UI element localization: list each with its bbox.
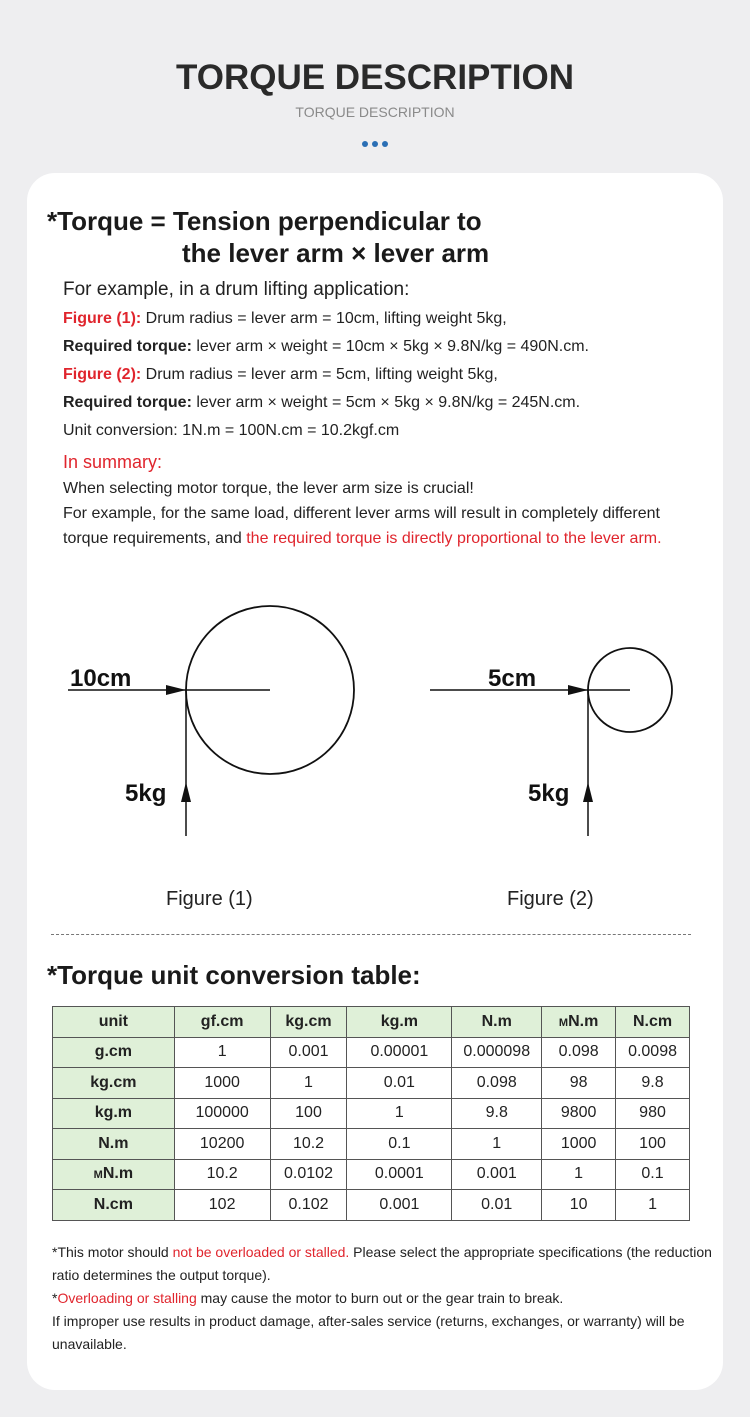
figure-1-text: Drum radius = lever arm = 10cm, lifting weight 5kg, xyxy=(141,310,507,327)
required-torque-1-label: Required torque: xyxy=(63,338,192,355)
table-row xyxy=(53,1129,690,1160)
table-row xyxy=(53,1098,690,1129)
figure-1-caption: Figure (1) xyxy=(166,888,253,910)
figure-1-label: Figure (1): xyxy=(63,310,142,327)
figure-1-diagram xyxy=(68,606,354,836)
table-cell: 1 xyxy=(270,1068,347,1099)
header-cell xyxy=(542,1007,616,1038)
summary-text xyxy=(63,476,693,551)
table-cell: 0.098 xyxy=(542,1037,616,1068)
torque-conversion-table xyxy=(52,1006,690,1221)
header-cell: N.cm xyxy=(616,1007,690,1038)
table-cell: 98 xyxy=(542,1068,616,1099)
figure-2-diagram xyxy=(430,648,672,836)
table-cell: 0.01 xyxy=(452,1190,542,1221)
table-row xyxy=(53,1159,690,1190)
table-cell: 10 xyxy=(542,1190,616,1221)
drum-diagrams xyxy=(0,600,750,860)
table-row xyxy=(53,1068,690,1099)
row-header-cell xyxy=(53,1129,175,1160)
row-unit: g.cm xyxy=(94,1043,133,1061)
section-divider xyxy=(51,934,691,935)
row-header-cell xyxy=(53,1098,175,1129)
formula-line-1: *Torque = Tension perpendicular to xyxy=(47,206,482,236)
header-cell: unit xyxy=(53,1007,175,1038)
table-cell: 9.8 xyxy=(616,1068,690,1099)
note-2-c: may cause the motor to burn out or the gear train to break. xyxy=(196,1290,564,1306)
unit-prefix: M xyxy=(93,1169,103,1182)
lever-arm-2-label: 5cm xyxy=(488,665,537,692)
table-cell: 100 xyxy=(616,1129,690,1160)
row-header-cell xyxy=(53,1190,175,1221)
table-cell: 10.2 xyxy=(270,1129,347,1160)
header-cell: kg.m xyxy=(347,1007,452,1038)
note-2 xyxy=(52,1287,722,1310)
table-cell: 0.0102 xyxy=(270,1159,347,1190)
table-cell: 0.1 xyxy=(616,1159,690,1190)
formula-line-2: the lever arm × lever arm xyxy=(182,238,490,268)
table-cell: 1000 xyxy=(542,1129,616,1160)
page-subtitle: TORQUE DESCRIPTION xyxy=(295,104,455,120)
required-torque-2 xyxy=(63,394,580,412)
table-cell: 0.001 xyxy=(347,1190,452,1221)
row-unit: N.m xyxy=(102,1165,134,1183)
unit-conversion-line: Unit conversion: 1N.m = 100N.cm = 10.2kgf.cm xyxy=(63,422,400,439)
weight-2-arrowhead xyxy=(583,782,593,802)
table-cell: 1 xyxy=(616,1190,690,1221)
table-cell: 9800 xyxy=(542,1098,616,1129)
table-cell: 0.0098 xyxy=(616,1037,690,1068)
table-cell: 1000 xyxy=(174,1068,270,1099)
figure-2-label: Figure (2): xyxy=(63,366,142,383)
lever-arm-1-arrowhead xyxy=(166,685,186,695)
required-torque-2-label: Required torque: xyxy=(63,394,192,411)
required-torque-1-text: lever arm × weight = 10cm × 5kg × 9.8N/kg = 490N.cm. xyxy=(191,338,589,355)
table-header-row xyxy=(53,1007,690,1038)
row-unit: N.cm xyxy=(93,1195,133,1213)
table-cell: 102 xyxy=(174,1190,270,1221)
table-row xyxy=(53,1037,690,1068)
table-cell: 1 xyxy=(347,1098,452,1129)
summary-line-2-plain: For example, for the same load, different lever arms will result in completely different torque requirements, and xyxy=(63,505,660,547)
table-cell: 0.01 xyxy=(347,1068,452,1099)
row-header-cell xyxy=(53,1068,175,1099)
lever-arm-2-arrowhead xyxy=(568,685,588,695)
table-cell: 0.001 xyxy=(452,1159,542,1190)
table-title: *Torque unit conversion table: xyxy=(47,960,421,990)
table-cell: 0.00001 xyxy=(347,1037,452,1068)
table-cell: 0.000098 xyxy=(452,1037,542,1068)
figure-2-caption: Figure (2) xyxy=(507,888,594,910)
example-intro: For example, in a drum lifting application: xyxy=(63,279,410,300)
summary-line-1: When selecting motor torque, the lever arm size is crucial! xyxy=(63,480,474,497)
row-unit: kg.m xyxy=(94,1104,133,1122)
figure-2-text: Drum radius = lever arm = 5cm, lifting weight 5kg, xyxy=(141,366,498,383)
page-title: TORQUE DESCRIPTION xyxy=(175,58,574,97)
note-3: If improper use results in product damage, after-sales service (returns, exchanges, or warranty) will be unavailable. xyxy=(52,1313,685,1352)
row-unit: kg.cm xyxy=(90,1073,137,1091)
note-2-highlight: Overloading or stalling xyxy=(57,1290,197,1306)
table-cell: 9.8 xyxy=(452,1098,542,1129)
note-1-highlight: not be overloaded or stalled. xyxy=(172,1244,350,1260)
table-cell: 10200 xyxy=(174,1129,270,1160)
summary-line-2 xyxy=(63,501,693,551)
weight-2-label: 5kg xyxy=(528,780,570,807)
torque-formula xyxy=(47,205,567,269)
header-unit: N.m xyxy=(568,1012,599,1030)
figure-1-description xyxy=(63,310,507,328)
row-header-cell xyxy=(53,1159,175,1190)
decorative-dots xyxy=(0,141,750,147)
weight-1-arrowhead xyxy=(181,782,191,802)
weight-1-label: 5kg xyxy=(125,780,167,807)
table-cell: 100000 xyxy=(174,1098,270,1129)
table-cell: 1 xyxy=(174,1037,270,1068)
table-cell: 0.098 xyxy=(452,1068,542,1099)
header-cell: N.m xyxy=(452,1007,542,1038)
table-row xyxy=(53,1190,690,1221)
table-cell: 0.102 xyxy=(270,1190,347,1221)
required-torque-1 xyxy=(63,338,589,356)
note-1-c: Please select the appropriate specifications (the reduction ratio determines the output torque). xyxy=(52,1244,712,1283)
table-cell: 0.001 xyxy=(270,1037,347,1068)
table-cell: 1 xyxy=(452,1129,542,1160)
table-cell: 100 xyxy=(270,1098,347,1129)
summary-line-2-highlight: the required torque is directly proportional to the lever arm. xyxy=(246,530,662,547)
table-cell: 10.2 xyxy=(174,1159,270,1190)
row-header-cell xyxy=(53,1037,175,1068)
required-torque-2-text: lever arm × weight = 5cm × 5kg × 9.8N/kg = 245N.cm. xyxy=(191,394,581,411)
table-cell: 980 xyxy=(616,1098,690,1129)
header-cell: kg.cm xyxy=(270,1007,347,1038)
header-cell: gf.cm xyxy=(174,1007,270,1038)
unit-prefix: M xyxy=(558,1016,569,1029)
note-1 xyxy=(52,1241,722,1287)
table-cell: 1 xyxy=(542,1159,616,1190)
table-cell: 0.1 xyxy=(347,1129,452,1160)
lever-arm-1-label: 10cm xyxy=(70,665,132,692)
note-1-a: *This motor should xyxy=(52,1244,173,1260)
row-unit: N.m xyxy=(98,1134,129,1152)
footnotes xyxy=(52,1241,722,1356)
table-cell: 0.0001 xyxy=(347,1159,452,1190)
note-2-a: * xyxy=(52,1290,58,1306)
figure-2-description xyxy=(63,366,498,384)
summary-title: In summary: xyxy=(63,452,163,472)
